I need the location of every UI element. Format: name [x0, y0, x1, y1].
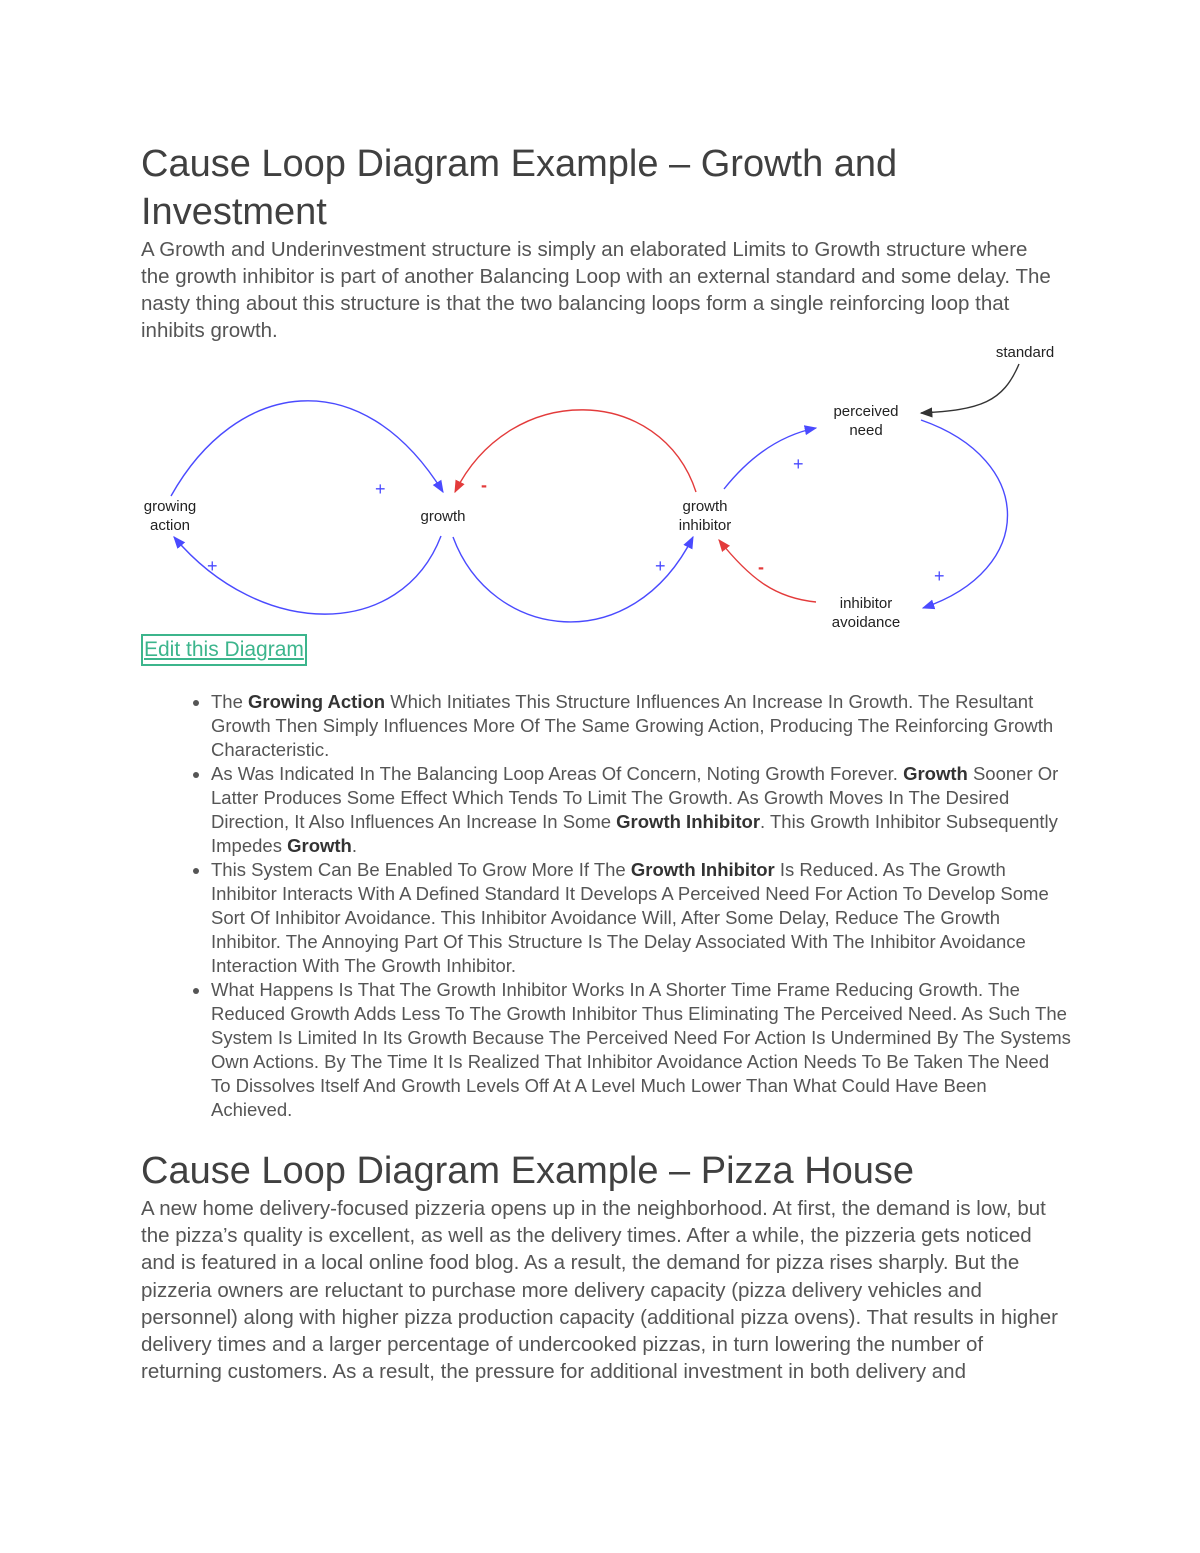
polarity-plus: +	[934, 566, 945, 586]
bullet-text: The	[211, 691, 249, 712]
bullet-text: . This Growth Inhibitor Subsequently Impedes	[211, 811, 1058, 856]
node-standard	[985, 343, 1065, 362]
link-growing-action-to-growth	[171, 401, 443, 496]
explanation-list	[171, 690, 1071, 1122]
link-avoidance-to-inhibitor	[719, 540, 816, 602]
diagram-links	[141, 340, 1071, 640]
section1-title: Cause Loop Diagram Example – Growth and Investment	[141, 143, 898, 233]
bullet-text: Is Reduced. As The Growth Inhibitor Interacts With A Defined Standard It Develops A Perceived Need For Action To Develop Some Sort Of Inhibitor Avoidance. This Inhibitor Avoidance Will, After Some Delay, Reduce The Growth Inhibitor. The Annoying Part Of This Structure Is The Delay Associated With The Inhibitor Avoidance Interaction With The Growth Inhibitor.	[211, 859, 1049, 976]
bullet-text: Which Initiates This Structure Influences An Increase In Growth. The Resultant Growth Then Simply Influences More Of The Same Growing Action, Producing The Reinforcing Growth Characteristic.	[211, 691, 1054, 760]
list-item	[211, 762, 1071, 858]
node-label: growth	[420, 508, 466, 525]
polarity-minus: -	[481, 475, 487, 495]
bullet-text: Sooner Or Latter Produces Some Effect Which Tends To Limit The Growth. As Growth Moves In The Desired Direction, It Also Influences An Increase In Some	[211, 763, 1059, 832]
polarity-plus: +	[655, 556, 666, 576]
section2-title: Cause Loop Diagram Example – Pizza House	[141, 1150, 915, 1192]
node-label: inhibitor	[678, 517, 732, 534]
list-item	[211, 858, 1071, 978]
bullet-bold: Growing Action	[248, 691, 386, 712]
node-label: avoidance	[831, 614, 901, 631]
list-item	[211, 690, 1071, 762]
node-growth	[411, 507, 475, 526]
node-growing-action	[139, 497, 201, 535]
section2	[141, 1147, 1061, 1385]
bullet-text: This System Can Be Enabled To Grow More If The	[211, 859, 631, 880]
node-inhibitor-avoidance	[821, 594, 911, 632]
bullet-bold: Growth	[287, 835, 352, 856]
link-inhibitor-to-growth	[455, 410, 696, 492]
bullet-bold: Growth Inhibitor	[630, 859, 775, 880]
node-growth-inhibitor	[670, 497, 740, 535]
node-label: need	[849, 422, 883, 439]
polarity-plus: +	[793, 454, 804, 474]
bullet-text: As Was Indicated In The Balancing Loop Areas Of Concern, Noting Growth Forever.	[211, 763, 904, 784]
bullet-bold: Growth	[903, 763, 968, 784]
polarity-plus: +	[375, 479, 386, 499]
node-label: action	[149, 517, 191, 534]
node-label: perceived	[833, 403, 899, 420]
polarity-plus: +	[207, 556, 218, 576]
section1-intro: A Growth and Underinvestment structure is simply an elaborated Limits to Growth structure where the growth inhibitor is part of another Balancing Loop with an external standard and some delay. The nasty thing about this structure is that the two balancing loops form a single reinforcing loop that inhibits growth.	[141, 238, 1051, 342]
polarity-minus: -	[758, 557, 764, 577]
node-label: inhibitor	[839, 595, 893, 612]
node-label: standard	[995, 344, 1055, 361]
link-standard-to-perceived-need	[921, 364, 1019, 413]
node-label: growing	[143, 498, 197, 515]
list-item	[211, 978, 1071, 1122]
edit-diagram-link[interactable]: Edit this Diagram	[141, 634, 307, 666]
bullet-bold: Growth Inhibitor	[616, 811, 761, 832]
node-perceived-need	[824, 402, 908, 440]
document-page	[141, 140, 1071, 1384]
bullet-text: What Happens Is That The Growth Inhibitor Works In A Shorter Time Frame Reducing Growth. The Reduced Growth Adds Less To The Growth Inhibitor Thus Eliminating The Perceived Need. As Such The System Is Limited In Its Growth Because The Perceived Need For Action Is Undermined By The Systems Own Actions. By The Time It Is Realized That Inhibitor Avoidance Action Needs To Be Taken The Need To Dissolves Itself And Growth Levels Off At A Level Much Lower Than What Could Have Been Achieved.	[211, 979, 1071, 1120]
causal-loop-diagram	[141, 340, 1071, 640]
node-label: growth	[682, 498, 728, 515]
section2-body: A new home delivery-focused pizzeria opens up in the neighborhood. At first, the demand is low, but the pizza’s quality is excellent, as well as the delivery times. After a while, the pizzeria gets noticed and is featured in a local online food blog. As a result, the demand for pizza rises sharply. But the pizzeria owners are reluctant to purchase more delivery capacity (pizza delivery vehicles and personnel) along with higher pizza production capacity (additional pizza ovens). That results in higher delivery times and a larger percentage of undercooked pizzas, in turn lowering the number of returning customers. As a result, the pressure for additional investment in both delivery and	[141, 1197, 1058, 1384]
bullet-text: .	[351, 835, 357, 856]
link-growth-to-inhibitor	[453, 537, 693, 622]
